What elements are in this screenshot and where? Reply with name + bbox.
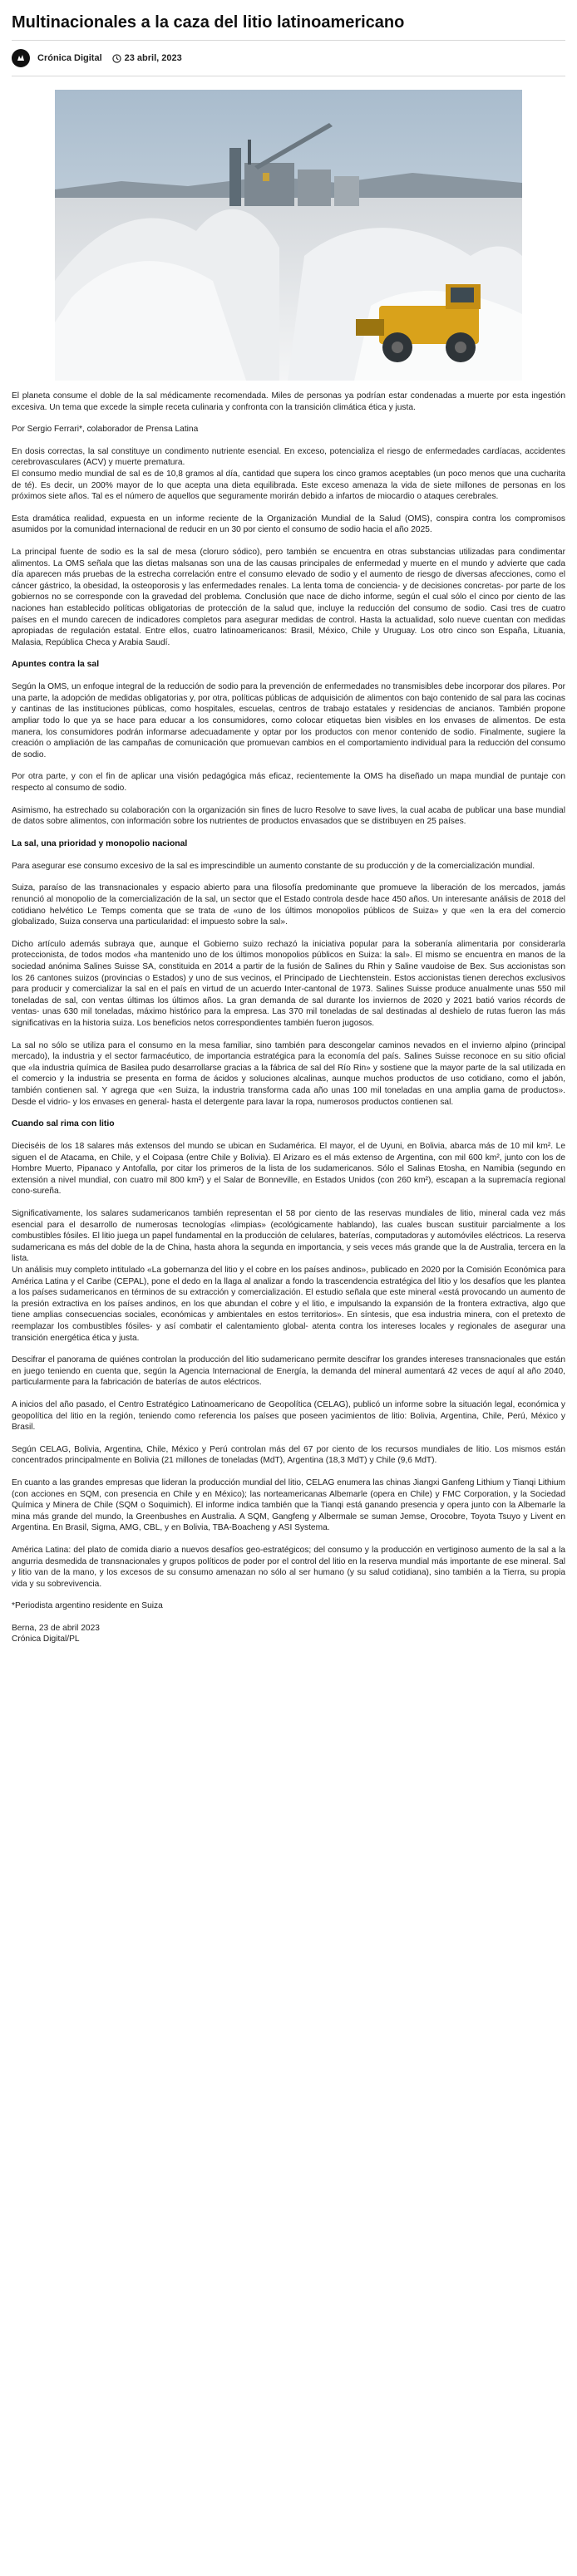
paragraph: Asimismo, ha estrechado su colaboración con la organización sin fines de lucro Resolve to save lives, la cual acaba de publicar una base mundial de datos sobre alimentos, con información sobre los nutrientes de productos envasados que se distribuyen en 25 países.	[12, 805, 565, 827]
section-heading: Cuando sal rima con litio	[12, 1119, 115, 1129]
paragraph: Para asegurar ese consumo excesivo de la sal es imprescindible un aumento constante de su producción y de la comercialización mundial.	[12, 861, 535, 871]
paragraph: En dosis correctas, la sal constituye un condimento nutriente esencial. En exceso, potencializa el riesgo de enfermedades cardíacas, accidentes cerebrovasculares (ACV) y muerte prematura.	[12, 446, 565, 468]
paragraph: Dicho artículo además subraya que, aunque el Gobierno suizo rechazó la iniciativa popular para la soberanía alimentaria por considerarla proteccionista, de todos modos «ha mantenido uno de los últimos monopolios públicos en Suiza: la sal». El mismo se encuentra en manos de la sociedad anónima Salines Suisse SA, constituida en 2014 a partir de la fusión de Salines du Rhin y Saline vaudoise de Bex. Sus accionistas son los 26 cantones suizos (provincias o Estados) y uno de sus vecinos, el Principado de Liechtenstein. Estos accionistas tienen derechos exclusivos para producir y comercializar la sal en el país en virtud de un acuerdo Inter-cantonal de 1973. Salines Suisse produce anualmente unas 550 mil toneladas de sal, con ventas últimas los últimos años. La gran demanda de sal durante los inviernos de 2020 y 2021 batió varios récords de ventas- unas 630 mil toneladas, máximo histórico para la empresa. Las 370 mil toneladas de sal destinadas al deshielo de rutas fueron las más significativas en la historia suiza. Los beneficios netos correspondientes también fueron jugosos.	[12, 939, 565, 1028]
paragraph: La sal no sólo se utiliza para el consumo en la mesa familiar, sino también para descongelar caminos nevados en el invierno alpino (principal mercado), la industria y el sector farmacéutico, de importancia estratégica para la economía del país. Salines Suisse reconoce en su sitio oficial que «la industria química de Basilea pudo desarrollarse gracias a la fábrica de sal del Río Rin» y sostiene que la mayor parte de la sal utilizada en el comercio y la industria se presenta en forma de ácidos y soluciones alcalinas, aunque muchos productos de uso cotidiano, como el jabón, también contienen sal. Y agrega que «en Suiza, la industria transforma cada año unas 100 mil toneladas en una amplia gama de productos». Desde el vidrio- y los envases en general- hasta el detergente para lavar la ropa, numerosos productos contienen sal.	[12, 1040, 565, 1107]
clock-icon	[112, 54, 121, 63]
paragraph: Según CELAG, Bolivia, Argentina, Chile, México y Perú controlan más del 67 por ciento de los recursos mundiales de litio. Los mismos están concentrados principalmente en Bolivia (21 millones de toneladas (MdT), Argentina (18,3 MdT) y Chile (9,6 MdT).	[12, 1444, 565, 1466]
byline: Por Sergio Ferrari*, colaborador de Prensa Latina	[12, 425, 199, 435]
signoff-source: Crónica Digital/PL	[12, 1635, 80, 1644]
paragraph: Por otra parte, y con el fin de aplicar una visión pedagógica más eficaz, recientemente la OMS ha diseñado un mapa mundial de puntaje con respecto al consumo de sodio.	[12, 772, 565, 794]
paragraph: Esta dramática realidad, expuesta en un informe reciente de la Organización Mundial de la Salud (OMS), conspira contra los compromisos asumidos por la comunidad internacional de reducir en un 30 por ciento el consumo de sodio hacia el año 2025.	[12, 514, 565, 535]
hero-image	[12, 90, 565, 381]
article-body	[12, 391, 565, 1645]
paragraph: En cuanto a las grandes empresas que lideran la producción mundial del litio, CELAG enumera las chinas Jiangxi Ganfeng Lithium y Tianqi Lithium (con acciones en SQM, con presencia en Chile y en México); las norteamericanas Albemarle (opera en Chile) y FMC Corporation, y la Sociedad Química y Minera de Chile (SQM o Soquimich). El informe indica también que la Tianqi está ganando presencia y opera junto con la Albemarle la mina más grande del mundo, la Greenbushes en Australia. A SQM, Gangfeng y Albermale se suman Jemse, Orocobre, Toyota Tsuyo y Livent en Argentina. En Brasil, Sigma, AMG, CBL, y en Bolivia, TBA-Boacheng y ASI Systema.	[12, 1477, 565, 1533]
author-logo-icon[interactable]	[12, 49, 30, 67]
section-heading: La sal, una prioridad y monopolio nacional	[12, 838, 188, 848]
paragraph: Un análisis muy completo intitulado «La gobernanza del litio y el cobre en los países andinos», publicado en 2020 por la Comisión Económica para América Latina y el Caribe (CEPAL), pone el dedo en la llaga al analizar a fondo la trascendencia estratégica del litio y los desafíos que les plantea a los países sudamericanos en términos de su extracción y comercialización. El estudio señala que este mineral «está provocando un aumento de la presión extractiva en los países andinos, en los que abundan el cobre y el litio, e impulsando la expansión de la frontera extractiva, algo que tiene amplias consecuencias sociales, económicas y ambientales en estos territorios». En síntesis, que esa industria minera, con el pretexto de reemplazar los combustibles fósiles- y así combatir el calentamiento global- atenta contra los intereses locales y regionales de asegurar una transición energética ética y justa.	[12, 1266, 565, 1343]
lead-paragraph: El planeta consume el doble de la sal médicamente recomendada. Miles de personas ya podrían estar condenadas a muerte por esta ingestión excesiva. Un tema que excede la simple receta culinaria y confronta con la transición climática ética y justa.	[12, 391, 565, 412]
paragraph: La principal fuente de sodio es la sal de mesa (cloruro sódico), pero también se encuentra en otras substancias utilizadas para condimentar alimentos. La OMS señala que las dietas malsanas son una de las causas principales de enfermedad y muerte en el mundo y advierte que cada día aparecen más pruebas de la estrecha correlación entre el consumo elevado de sodio y el aumento de riesgo de diversas afecciones, como el cáncer gástrico, la obesidad, la osteoporosis y las enfermedades renales. La lenta toma de conciencia- y de decisiones concretas- por parte de los gobiernos no se corresponde con la gravedad del problema. Conclusión que nace de dicho informe, según el cual sólo el cinco por ciento de las naciones han establecido políticas obligatorias de protección de la salud que, incluye la reducción del consumo de sodio. Casi tres de cuatro países en el mundo carecen de indicadores completos para asegurar medidas de control. Hasta la actualidad, solo nueve cuentan con medidas apropiadas de regulación estatal. Entre ellos, cuatro latinoamericanos: Brasil, México, Chile y Uruguay. Los otro cinco son España, Lituania, Malasia, República Checa y Arabia Saudí.	[12, 547, 565, 647]
paragraph: El consumo medio mundial de sal es de 10,8 gramos al día, cantidad que supera los cinco gramos aceptables (un poco menos que una cucharita de té). Es decir, un 200% mayor de lo que acepta una dieta equilibrada. Este exceso amenaza la vida de siete millones de personas en los próximos siete años. Tal es el número de aquellos que seguramente morirán debido a infartos de miocardio o ataques cerebrales.	[12, 469, 565, 502]
paragraph: Dieciséis de los 18 salares más extensos del mundo se ubican en Sudamérica. El mayor, el de Uyuni, en Bolivia, abarca más de 10 mil km². Le siguen el de Atacama, en Chile, y el Coipasa (entre Chile y Bolivia). El Arizaro es el más extenso de Argentina, con mil 600 km², junto con los de Hombre Muerto, Pipanaco y Antofalla, por citar los primeros de la lista de los sudamericanos. Sólo el Salinas Etosha, en Namibia (segundo en extensión a nivel mundial, con cuatro mil 800 km²) y el Salar de Bonneville, en Estados Unidos (con 260 km²), escapan a la supremacía regional cono-sureña.	[12, 1142, 565, 1197]
paragraph: Descifrar el panorama de quiénes controlan la producción del litio sudamericano permite descifrar los grandes intereses transnacionales que están en juego teniendo en cuenta que, según la Agencia Internacional de Energía, la demanda del mineral aumentará 42 veces de aquí al año 2040, particularmente para la fabricación de baterías de autos eléctricos.	[12, 1355, 565, 1388]
paragraph: A inicios del año pasado, el Centro Estratégico Latinoamericano de Geopolítica (CELAG), publicó un informe sobre la situación legal, económica y geopolítica del litio en la región, teniendo como referencia los países que poseen yacimientos de litio: Bolivia, Argentina, Chile, Perú, México y Brasil.	[12, 1399, 565, 1433]
section-heading: Apuntes contra la sal	[12, 660, 100, 670]
title-divider	[12, 40, 565, 41]
paragraph: Según la OMS, un enfoque integral de la reducción de sodio para la prevención de enfermedades no transmisibles debe incorporar dos pilares. Por una parte, la adopción de medidas obligatorias y, por otra, políticas públicas de adquisición de alimentos con bajo contenido de sal para las cocinas y cantinas de las instituciones públicas, como hospitales, escuelas, centros de trabajo estatales y residencias de ancianos. También propone ampliar todo lo que ya se hace para educar a los consumidores, como colocar etiquetas bien visibles en los envases de alimentos. De esta manera, los consumidores podrán informarse adecuadamente y optar por los productos con menor contenido de sodio. Finalmente, sugiere la creación o ampliación de las campañas de comunicación que promuevan cambios en el comportamiento individual para la reducción del consumo de sodio.	[12, 682, 565, 760]
salt-flat-photo	[55, 90, 522, 381]
paragraph: Significativamente, los salares sudamericanos también representan el 58 por ciento de las reservas mundiales de litio, mineral cada vez más esencial para el desarrollo de numerosas tecnologías «limpias» (ecológicamente hablando), las cuales buscan sustituir parcialmente a los combustibles fósiles. El litio juega un papel fundamental en la producción de celulares, baterías, computadoras y automóviles eléctricos. La reserva sudamericana es más del doble de la de China, hasta ahora la segunda en importancia, y seis veces más grande que la de Australia, tercera en la lista.	[12, 1209, 565, 1264]
article-meta	[12, 47, 565, 69]
author-note: *Periodista argentino residente en Suiza	[12, 1601, 163, 1611]
author-link[interactable]: Crónica Digital	[37, 53, 102, 63]
publish-date	[112, 53, 182, 63]
signoff	[12, 1623, 565, 1645]
article-title: Multinacionales a la caza del litio latinoamericano	[12, 13, 405, 32]
paragraph: Suiza, paraíso de las transnacionales y espacio abierto para una filosofía predominante que promueve la liberación de los mercados, jamás renunció al monopolio de la comercialización de la sal, un sector que el Estado controla desde hace 450 años. Un interesante análisis de 2018 del cotidiano helvético Le Temps comenta que se trata de «uno de los últimos monopolios públicos de Suiza» y que «en la era del comercio globalizado, Suiza conserva una particularidad: el impuesto sobre la sal».	[12, 883, 565, 927]
date-text: 23 abril, 2023	[124, 53, 182, 63]
paragraph: América Latina: del plato de comida diario a nuevos desafíos geo-estratégicos; del consumo y la producción en vertiginoso aumento de la sal a la angurria desmedida de transnacionales y grupos políticos de poder por el control del litio en la reserva mundial más importante de ese mineral. Sal y litio van de la mano, y los excesos de su consumo amenazan no sólo al ser humano (y su salud cotidiana), sino también a la Tierra, su propia vida y su sobrevivencia.	[12, 1545, 565, 1589]
signoff-place-date: Berna, 23 de abril 2023	[12, 1623, 100, 1633]
